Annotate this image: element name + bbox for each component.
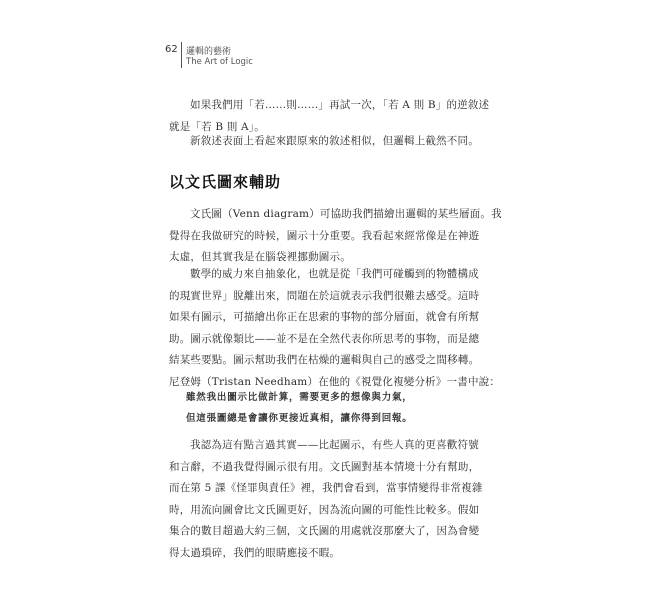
- header-divider: [181, 42, 182, 68]
- paragraph-opinion: [169, 435, 483, 565]
- paragraph-line: 如果我們用「若……則……」再試一次，「若 A 則 B」的逆敘述: [190, 99, 490, 111]
- paragraph-line: 得太過瑣碎，我們的眼睛應接不暇。: [169, 546, 341, 559]
- page-number: 62: [165, 44, 178, 55]
- paragraph-converse-difference: [169, 131, 479, 153]
- paragraph-line: 而在第 5 課《怪罪與責任》裡，我們會看到，當事情變得非常複雜: [169, 482, 483, 495]
- paragraph-line: 如果有圖示，可描繪出你正在思索的事物的部分層面，就會有所幫: [169, 311, 480, 324]
- section-heading: 以文氏圖來輔助: [169, 173, 282, 191]
- paragraph-venn-intro: [169, 204, 502, 269]
- paragraph-line: 助。圖示就像類比——並不是在全然代表你所思考的事物，而是總: [169, 332, 480, 345]
- book-title-english: The Art of Logic: [186, 57, 253, 67]
- paragraph-line: 尼登姆（Tristan Needham）在他的《視覺化複變分析》一書中說：: [169, 375, 501, 388]
- paragraph-line: 新敘述表面上看起來跟原來的敘述相似，但邏輯上截然不同。: [190, 135, 479, 147]
- paragraph-line: 集合的數目超過大約三個，文氏圖的用處就沒那麼大了，因為會變: [169, 525, 480, 538]
- paragraph-abstraction: [169, 264, 501, 394]
- paragraph-line: 的現實世界」脫離出來，問題在於這就表示我們很難去感受。這時: [169, 289, 480, 302]
- block-quote: [186, 387, 456, 429]
- paragraph-line: 時，用流向圖會比文氏圖更好，因為流向圖的可能性比較多。假如: [169, 503, 480, 516]
- quote-line: 雖然我出圖示比做計算，需要更多的想像與力氣，: [186, 392, 413, 403]
- paragraph-line: 數學的威力來自抽象化，也就是從「我們可碰觸到的物體構成: [190, 268, 479, 280]
- paragraph-line: 覺得在我做研究的時候，圖示十分重要。我看起來經常像是在神遊: [169, 229, 480, 242]
- quote-line: 但這張圖總是會讓你更接近真相，讓你得到回報。: [186, 413, 413, 424]
- book-title-chinese: 邏輯的藝術: [186, 47, 232, 57]
- paragraph-line: 和言辭，不過我覺得圖示很有用。文氏圖對基本情境十分有幫助，: [169, 460, 480, 473]
- paragraph-line: 就是「若 B 則 A」。: [169, 120, 265, 133]
- paragraph-line: 我認為這有點言過其實——比起圖示，有些人真的更喜歡符號: [190, 439, 479, 451]
- paragraph-line: 文氏圖（Venn diagram）可協助我們描繪出邏輯的某些層面。我: [190, 208, 502, 220]
- paragraph-line: 結某些要點。圖示幫助我們在枯燥的邏輯與自己的感受之間移轉。: [169, 354, 480, 367]
- paragraph-line: 太虛，但其實我是在腦袋裡挪動圖示。: [169, 251, 351, 264]
